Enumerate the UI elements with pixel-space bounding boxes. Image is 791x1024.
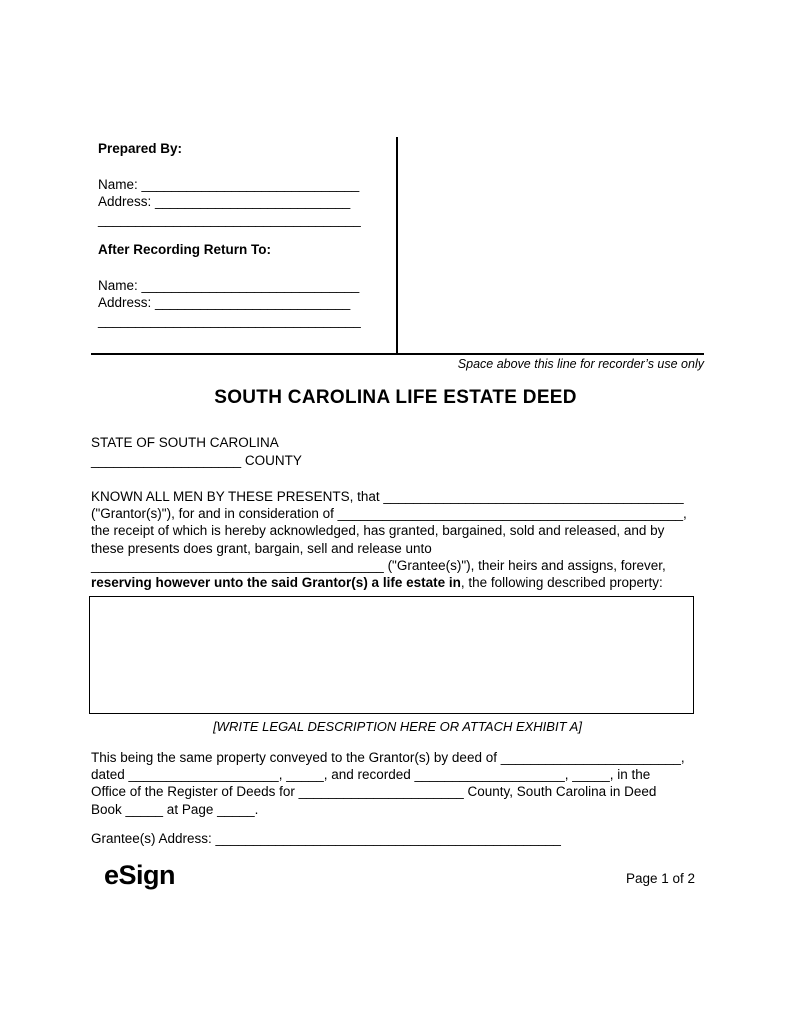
prepared-by-extra-field: ___________________________________ [98,212,361,227]
prepared-by-address-field: Address: __________________________ [98,194,351,209]
conveyance-line-4: Book _____ at Page _____. [91,801,259,817]
body-line-2: ("Grantor(s)"), for and in consideration of ______________________________________________, [91,506,687,522]
recorder-left-column [98,140,361,329]
legal-description-box [89,596,694,714]
return-to-address-field: Address: __________________________ [98,295,351,310]
county-line: ____________________ COUNTY [91,453,302,468]
return-to-extra-field: ___________________________________ [98,313,361,328]
conveyance-line-1: This being the same property conveyed to the Grantor(s) by deed of ________________________, [91,750,685,765]
prepared-by-name-field: Name: _____________________________ [98,177,360,192]
esign-logo: eSign [104,860,176,890]
return-to-heading: After Recording Return To: [98,242,271,257]
life-estate-clause-bold: reserving however unto the said Grantor(s) a life estate in [91,575,461,591]
conveyance-line-2: dated ____________________, _____, and recorded ____________________, _____, in the [91,767,651,783]
prepared-by-heading: Prepared By: [98,141,183,156]
legal-description-note: [WRITE LEGAL DESCRIPTION HERE OR ATTACH EXHIBIT A] [213,719,582,734]
grantee-address-field: Grantee(s) Address: ______________________________________________ [91,831,561,846]
body-line-3: the receipt of which is hereby acknowledged, has granted, bargained, sold and released, and by [91,523,665,539]
body-line-6 [91,574,751,591]
document-title: SOUTH CAROLINA LIFE ESTATE DEED [214,387,577,408]
recorder-header-box [91,137,704,355]
page-number: Page 1 of 2 [625,871,695,886]
body-line-1: KNOWN ALL MEN BY THESE PRESENTS, that ________________________________________ [91,489,684,504]
body-line-4: these presents does grant, bargain, sell and release unto [91,540,432,556]
life-estate-clause-rest: , the following described property: [460,575,663,591]
recorder-use-note: Space above this line for recorder’s use only [457,357,704,371]
state-county-block [91,434,302,470]
deed-body-paragraph [91,488,751,591]
conveyance-line-3: Office of the Register of Deeds for ______________________ County, South Carolina in Deed [91,784,657,800]
state-line: STATE OF SOUTH CAROLINA [91,435,279,450]
prior-conveyance-paragraph [91,749,751,818]
vertical-divider [396,137,398,353]
return-to-name-field: Name: _____________________________ [98,278,360,293]
body-line-5: _______________________________________ ("Grantee(s)"), their heirs and assigns, forever, [91,557,666,573]
